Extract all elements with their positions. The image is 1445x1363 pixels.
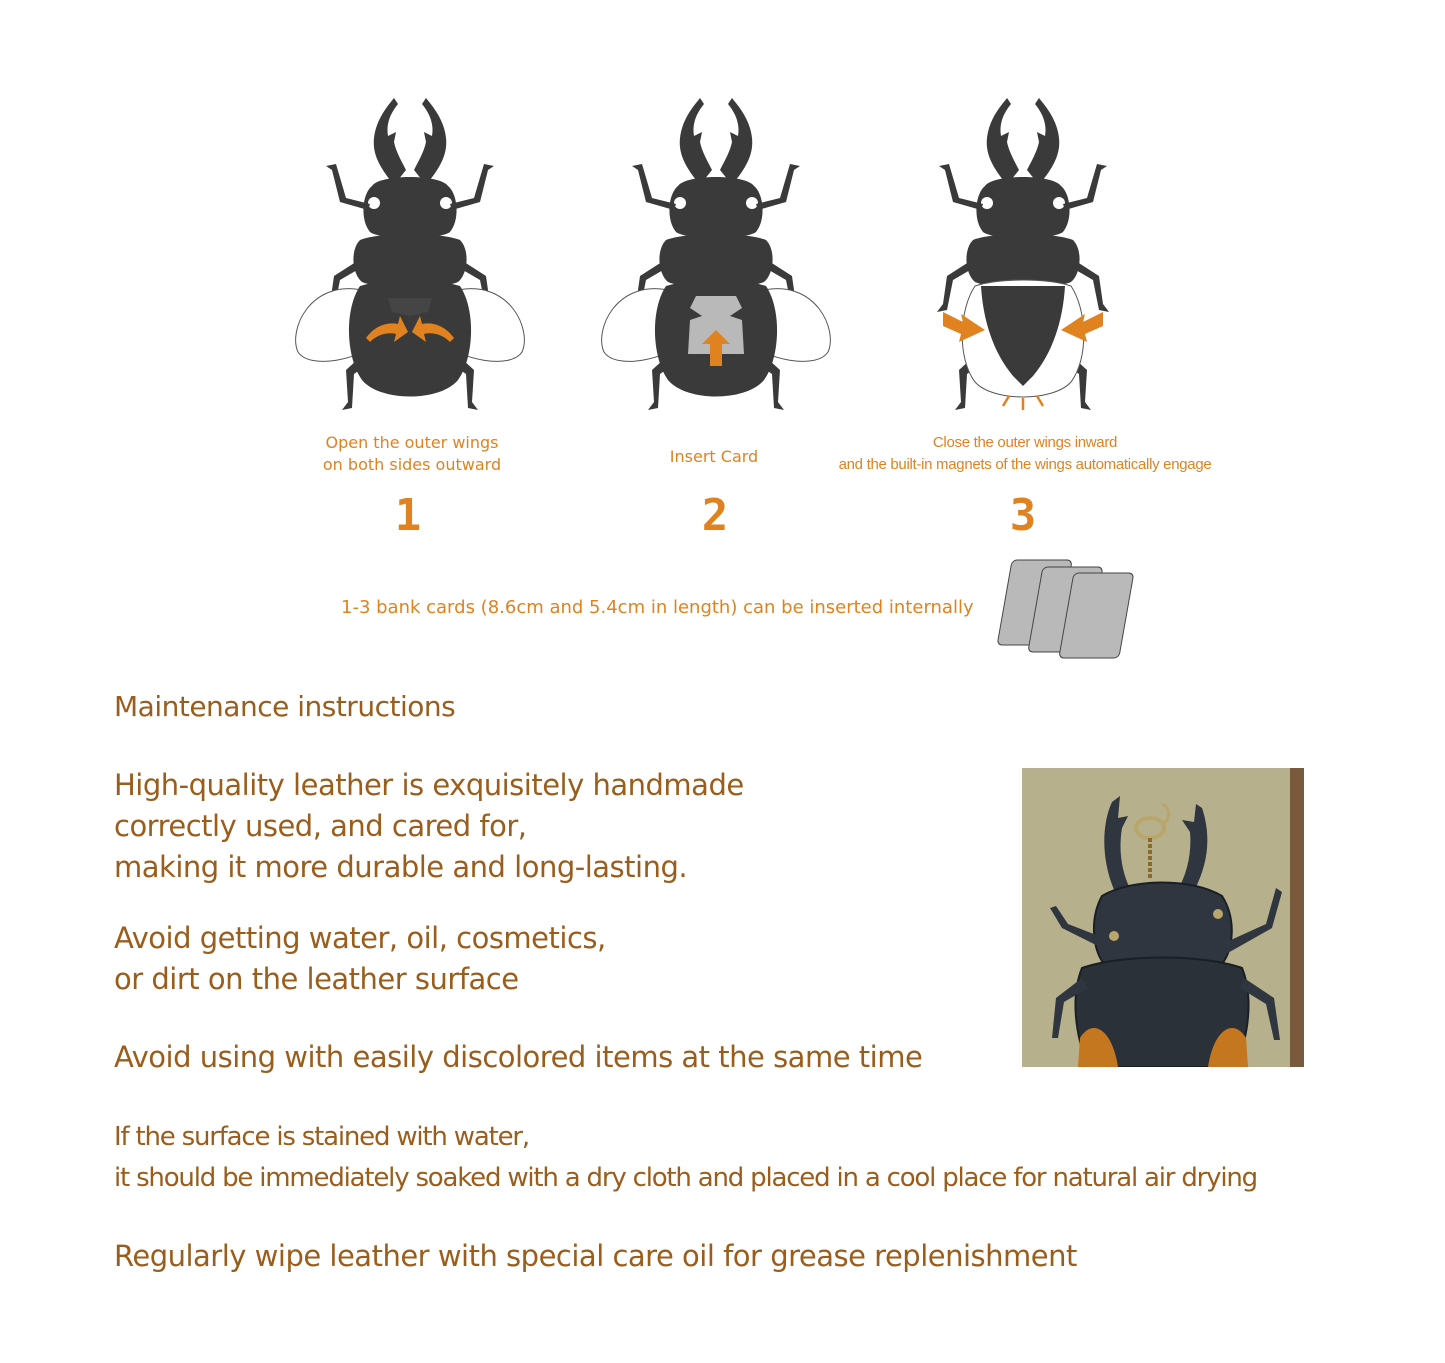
maintenance-p4-line1: If the surface is stained with water, bbox=[114, 1122, 529, 1152]
maintenance-p5: Regularly wipe leather with special care oil for grease replenishment bbox=[114, 1239, 1077, 1273]
beetle-open-wings-icon bbox=[290, 90, 530, 420]
step-2-number: 2 bbox=[701, 490, 729, 541]
step-1-number: 1 bbox=[394, 490, 422, 541]
step-2-caption-line1: Insert Card bbox=[669, 447, 759, 466]
step-1-caption bbox=[312, 432, 512, 476]
maintenance-p1-line2: correctly used, and cared for, bbox=[114, 809, 527, 843]
beetle-closed-wings-icon bbox=[903, 90, 1143, 420]
step-1-caption-line2: on both sides outward bbox=[322, 455, 502, 474]
maintenance-p1-line1: High-quality leather is exquisitely handmade bbox=[114, 768, 744, 802]
bank-cards-icon bbox=[985, 555, 1145, 660]
step-3-caption bbox=[825, 432, 1225, 476]
step-2-caption bbox=[614, 446, 814, 468]
step-3-caption-line2: and the built-in magnets of the wings automatically engage bbox=[838, 456, 1212, 473]
step-3-caption-line1: Close the outer wings inward bbox=[932, 434, 1118, 451]
maintenance-p1-line3: making it more durable and long-lasting. bbox=[114, 850, 688, 884]
card-capacity-note: 1-3 bank cards (8.6cm and 5.4cm in length) can be inserted internally bbox=[341, 597, 974, 618]
maintenance-p2-line2: or dirt on the leather surface bbox=[114, 962, 519, 996]
maintenance-p3: Avoid using with easily discolored items at the same time bbox=[114, 1040, 923, 1074]
maintenance-heading: Maintenance instructions bbox=[114, 690, 456, 723]
maintenance-p4-line2: it should be immediately soaked with a dry cloth and placed in a cool place for natural air drying bbox=[114, 1163, 1257, 1193]
step-1-caption-line1: Open the outer wings bbox=[325, 433, 499, 452]
step-3-number: 3 bbox=[1009, 490, 1037, 541]
product-photo bbox=[1022, 768, 1304, 1067]
maintenance-p2-line1: Avoid getting water, oil, cosmetics, bbox=[114, 921, 606, 955]
beetle-insert-card-icon bbox=[596, 90, 836, 420]
